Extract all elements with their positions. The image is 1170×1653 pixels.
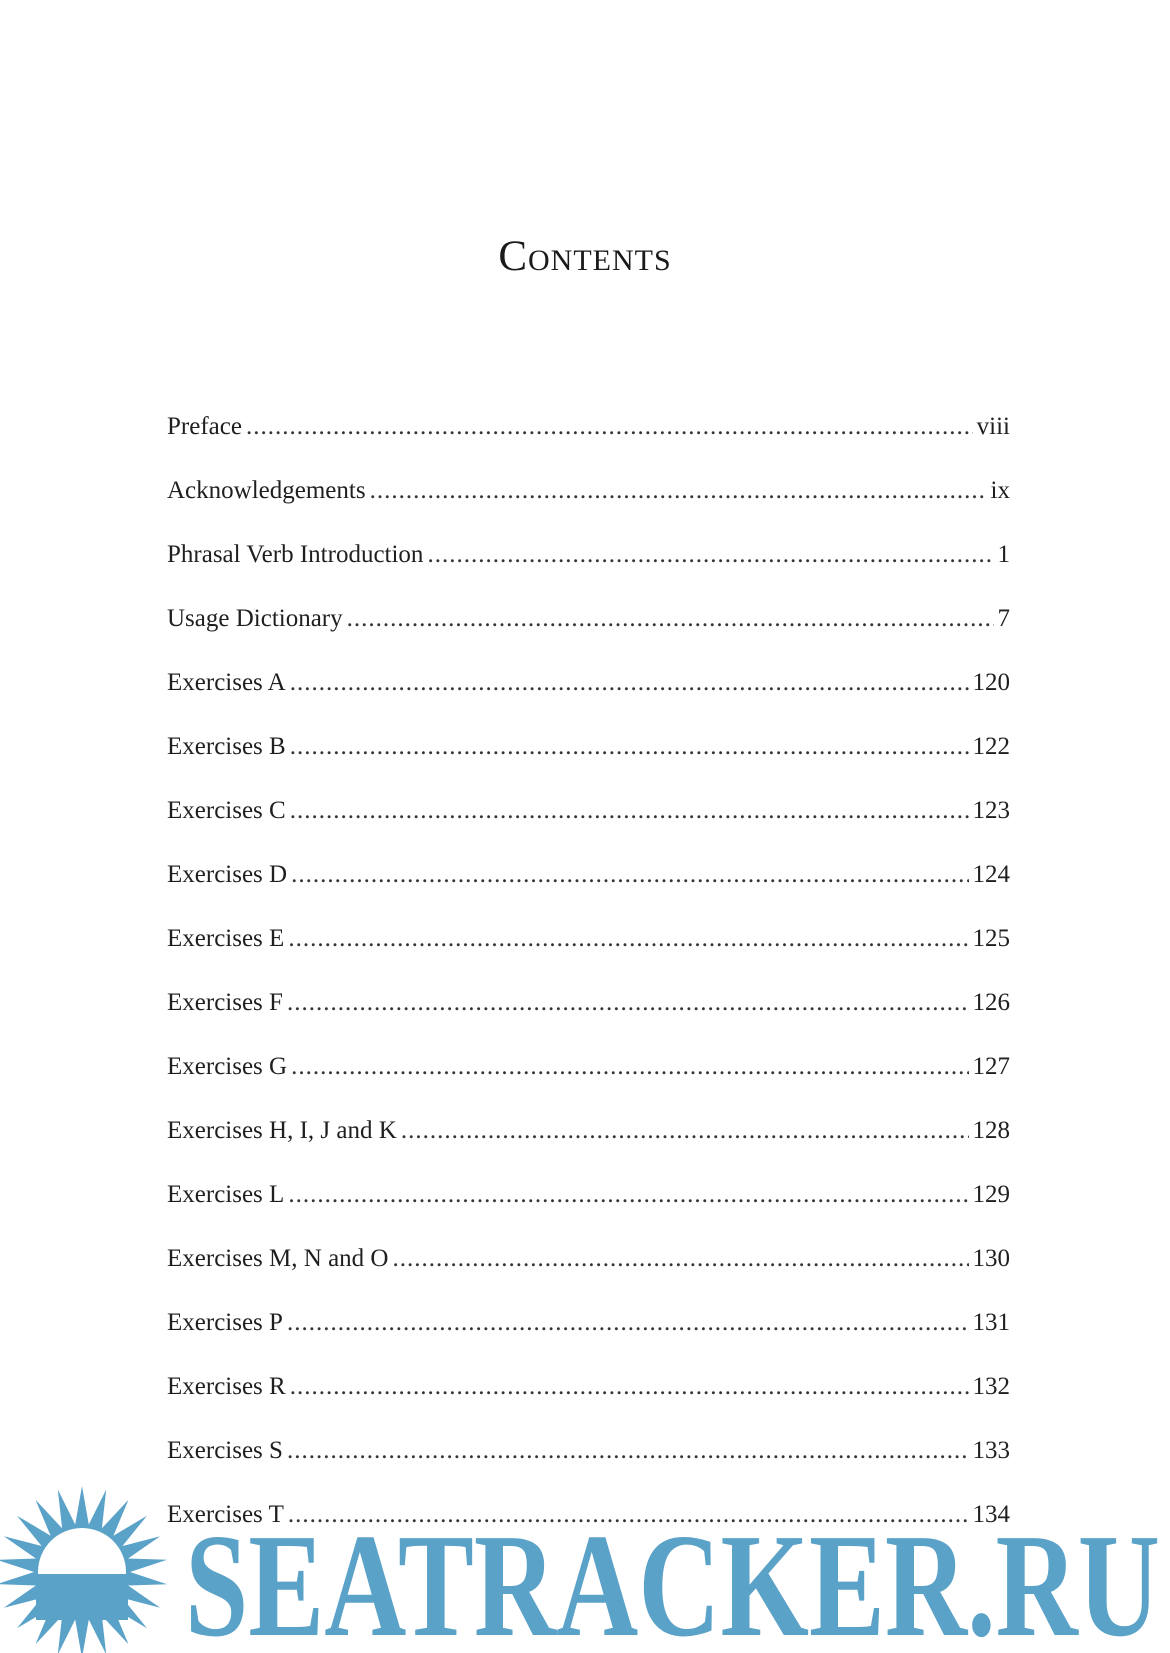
toc-entry-label: Exercises A xyxy=(167,669,286,696)
toc-entry[interactable] xyxy=(167,395,1010,459)
toc-entry-label: Phrasal Verb Introduction xyxy=(167,541,424,568)
toc-entry-page: viii xyxy=(976,413,1010,440)
toc-entry[interactable] xyxy=(167,523,1010,587)
toc-entry-page: 129 xyxy=(972,1181,1010,1208)
toc-entry-label: Acknowledgements xyxy=(167,477,366,504)
toc-entry-label: Exercises D xyxy=(167,861,288,888)
toc-entry-label: Exercises M, N and O xyxy=(167,1245,389,1272)
toc-entry-page: 131 xyxy=(972,1309,1010,1336)
toc-dot-leader xyxy=(290,779,969,843)
toc-entry[interactable] xyxy=(167,1291,1010,1355)
toc-entry-page: 123 xyxy=(972,797,1010,824)
toc-entry-page: 132 xyxy=(972,1373,1010,1400)
sun-horizon-shape xyxy=(36,1574,128,1620)
toc-entry-label: Exercises C xyxy=(167,797,286,824)
toc-entry[interactable] xyxy=(167,907,1010,971)
toc-dot-leader xyxy=(291,1035,968,1099)
toc-entry-page: 120 xyxy=(972,669,1010,696)
toc-entry-page: 127 xyxy=(972,1053,1010,1080)
toc-entry-page: 125 xyxy=(972,925,1010,952)
toc-entry[interactable] xyxy=(167,843,1010,907)
toc-dot-leader xyxy=(347,587,994,651)
toc-dot-leader xyxy=(291,843,968,907)
toc-entry[interactable] xyxy=(167,1355,1010,1419)
toc-entry-label: Exercises F xyxy=(167,989,283,1016)
toc-dot-leader xyxy=(290,1355,969,1419)
toc-entry[interactable] xyxy=(167,651,1010,715)
toc-entry-label: Exercises B xyxy=(167,733,286,760)
toc-entry[interactable] xyxy=(167,1227,1010,1291)
toc-entry[interactable] xyxy=(167,1035,1010,1099)
toc-entry-label: Exercises H, I, J and K xyxy=(167,1117,397,1144)
toc-dot-leader xyxy=(392,1227,968,1291)
toc-dot-leader xyxy=(290,651,969,715)
toc-entry-label: Exercises L xyxy=(167,1181,285,1208)
toc-entry-page: 122 xyxy=(972,733,1010,760)
toc-entry[interactable] xyxy=(167,1099,1010,1163)
toc-entry-page: ix xyxy=(990,477,1010,504)
toc-entry[interactable] xyxy=(167,779,1010,843)
toc-entry[interactable] xyxy=(167,587,1010,651)
toc-dot-leader xyxy=(401,1099,969,1163)
sun-logo-icon xyxy=(0,1486,167,1653)
toc-dot-leader xyxy=(287,1419,969,1483)
toc-entry-label: Exercises T xyxy=(167,1501,284,1528)
toc-entry-label: Exercises R xyxy=(167,1373,286,1400)
toc-entry-label: Exercises E xyxy=(167,925,285,952)
toc-entry-page: 1 xyxy=(997,541,1010,568)
toc-dot-leader xyxy=(287,1291,969,1355)
toc-entry[interactable] xyxy=(167,715,1010,779)
toc-entry-page: 133 xyxy=(972,1437,1010,1464)
toc-dot-leader xyxy=(246,395,973,459)
toc-entry-label: Exercises G xyxy=(167,1053,288,1080)
toc-entry-page: 7 xyxy=(997,605,1010,632)
toc-entry-page: 130 xyxy=(972,1245,1010,1272)
toc-entry[interactable] xyxy=(167,971,1010,1035)
toc-entry[interactable] xyxy=(167,459,1010,523)
toc-entry[interactable] xyxy=(167,1419,1010,1483)
toc-entry-label: Preface xyxy=(167,413,242,440)
toc-entry-label: Usage Dictionary xyxy=(167,605,343,632)
toc-entry-page: 128 xyxy=(972,1117,1010,1144)
toc-entry-page: 134 xyxy=(972,1501,1010,1528)
toc-dot-leader xyxy=(288,1163,968,1227)
toc-entry-page: 124 xyxy=(972,861,1010,888)
toc-entry-page: 126 xyxy=(972,989,1010,1016)
watermark-text: SEATRACKER.RU xyxy=(185,1504,1160,1653)
toc-dot-leader xyxy=(288,907,968,971)
page-title: Contents xyxy=(498,233,672,280)
toc-entry-label: Exercises P xyxy=(167,1309,283,1336)
toc-dot-leader xyxy=(290,715,969,779)
watermark xyxy=(0,1480,1170,1653)
toc-entry-label: Exercises S xyxy=(167,1437,283,1464)
toc-dot-leader xyxy=(287,971,969,1035)
table-of-contents xyxy=(167,395,1010,1547)
toc-dot-leader xyxy=(427,523,993,587)
toc-entry[interactable] xyxy=(167,1163,1010,1227)
toc-dot-leader xyxy=(370,459,987,523)
